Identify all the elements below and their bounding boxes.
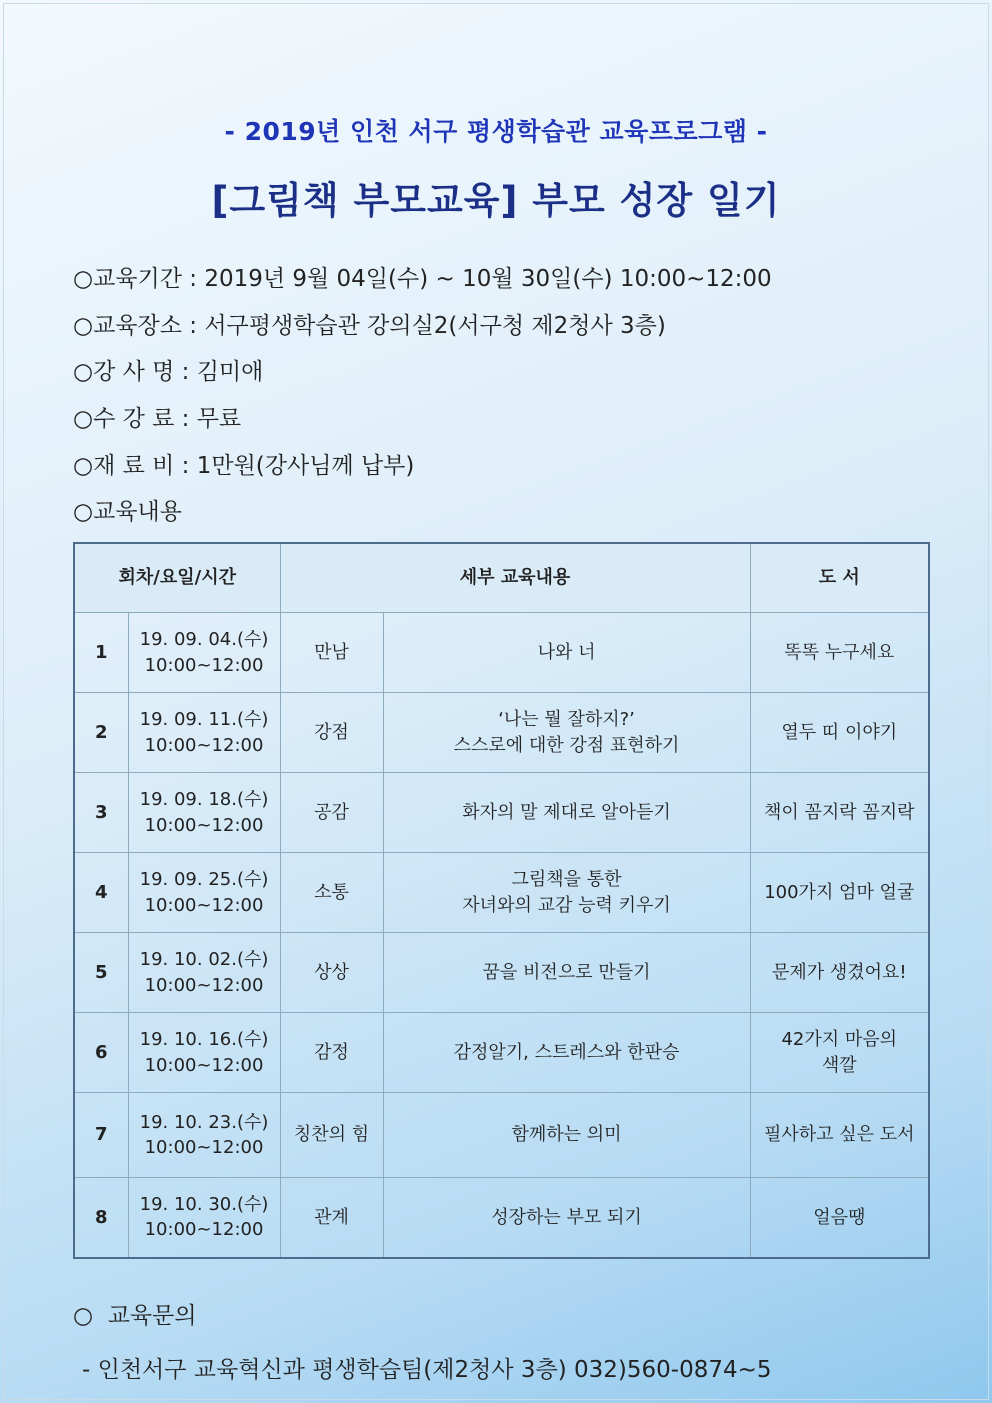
book-line: 열두 띠 이야기 <box>781 721 898 743</box>
session-detail <box>383 1178 750 1258</box>
session-time: 10:00~12:00 <box>144 1137 264 1158</box>
info-label: ○수 강 료 : <box>73 406 197 432</box>
session-date: 19. 09. 18.(수) <box>139 789 269 811</box>
session-detail <box>383 693 750 773</box>
info-label: ○교육내용 <box>73 499 182 525</box>
session-number: 6 <box>74 1013 128 1093</box>
info-material-cost <box>73 447 414 480</box>
table-row <box>74 1013 929 1093</box>
session-time: 10:00~12:00 <box>144 894 264 916</box>
book-line: 42가지 마음의 <box>781 1029 898 1051</box>
detail-line: ‘나는 뭘 잘하지?’ <box>498 709 635 731</box>
info-label: ○재 료 비 : <box>73 453 197 479</box>
session-datetime <box>128 693 280 773</box>
info-value: 1만원(강사님께 납부) <box>196 453 415 479</box>
session-datetime <box>128 1013 280 1093</box>
program-subtitle: - 2019년 인천 서구 평생학습관 교육프로그램 - <box>224 117 768 146</box>
session-topic: 만남 <box>280 613 383 693</box>
session-detail <box>383 1013 750 1093</box>
inquiry-contact: - 인천서구 교육혁신과 평생학습팀(제2청사 3층) 032)560-0874~5 <box>82 1357 772 1383</box>
info-value: 2019년 9월 04일(수) ~ 10월 30일(수) 10:00~12:00 <box>204 266 772 292</box>
session-number: 7 <box>74 1093 128 1178</box>
session-book <box>750 933 929 1013</box>
detail-line: 나와 너 <box>537 641 596 663</box>
table-row <box>74 933 929 1013</box>
session-topic: 소통 <box>280 853 383 933</box>
info-content-heading <box>73 493 182 526</box>
session-topic: 관계 <box>280 1178 383 1258</box>
session-topic: 공감 <box>280 773 383 853</box>
table-row <box>74 1178 929 1258</box>
table-row <box>74 613 929 693</box>
session-date: 19. 10. 23.(수) <box>139 1111 269 1133</box>
info-fee <box>73 400 241 433</box>
detail-line: 스스로에 대한 강점 표현하기 <box>453 734 680 756</box>
session-time: 10:00~12:00 <box>144 654 264 676</box>
session-date: 19. 10. 16.(수) <box>139 1029 269 1051</box>
session-number: 3 <box>74 773 128 853</box>
session-date: 19. 10. 30.(수) <box>139 1194 269 1216</box>
info-value: 김미애 <box>196 359 264 385</box>
session-time: 10:00~12:00 <box>144 974 264 996</box>
info-period <box>73 260 772 293</box>
detail-line: 꿈을 비전으로 만들기 <box>482 961 651 983</box>
info-label: ○강 사 명 : <box>73 359 197 385</box>
book-line: 색깔 <box>821 1054 857 1076</box>
table-row <box>74 773 929 853</box>
session-detail <box>383 933 750 1013</box>
session-book <box>750 853 929 933</box>
detail-line: 그림책을 통한 <box>511 869 622 891</box>
session-datetime <box>128 1178 280 1258</box>
header-book: 도 서 <box>750 543 929 613</box>
session-number: 5 <box>74 933 128 1013</box>
session-topic: 상상 <box>280 933 383 1013</box>
session-detail <box>383 1093 750 1178</box>
info-label: ○교육장소 : <box>73 313 205 339</box>
session-number: 2 <box>74 693 128 773</box>
book-line: 문제가 생겼어요! <box>771 961 907 983</box>
session-datetime <box>128 1093 280 1178</box>
detail-line: 자녀와의 교감 능력 키우기 <box>462 894 671 916</box>
book-line: 100가지 엄마 얼굴 <box>764 881 915 903</box>
session-book <box>750 1013 929 1093</box>
session-datetime <box>128 933 280 1013</box>
detail-line: 성장하는 부모 되기 <box>491 1206 642 1228</box>
session-datetime <box>128 853 280 933</box>
session-detail <box>383 853 750 933</box>
session-number: 4 <box>74 853 128 933</box>
session-datetime <box>128 773 280 853</box>
session-date: 19. 09. 11.(수) <box>139 709 269 731</box>
schedule-table <box>73 542 930 1259</box>
header-session: 회차/요일/시간 <box>74 543 280 613</box>
session-book <box>750 1093 929 1178</box>
info-label: ○교육기간 : <box>73 266 205 292</box>
session-topic: 칭찬의 힘 <box>280 1093 383 1178</box>
session-date: 19. 09. 04.(수) <box>139 629 269 651</box>
session-detail <box>383 773 750 853</box>
session-number: 1 <box>74 613 128 693</box>
info-value: 서구평생학습관 강의실2(서구청 제2청사 3층) <box>204 313 666 339</box>
book-line: 얼음땡 <box>813 1206 866 1228</box>
session-datetime <box>128 613 280 693</box>
book-line: 책이 꼼지락 꼼지락 <box>764 801 915 823</box>
info-location <box>73 307 666 340</box>
session-book <box>750 1178 929 1258</box>
session-time: 10:00~12:00 <box>144 814 264 836</box>
session-time: 10:00~12:00 <box>144 734 264 756</box>
info-instructor <box>73 353 263 386</box>
session-topic: 강점 <box>280 693 383 773</box>
info-value: 무료 <box>196 406 242 432</box>
session-book <box>750 613 929 693</box>
session-topic: 감정 <box>280 1013 383 1093</box>
inquiry-heading: ○ 교육문의 <box>73 1303 197 1329</box>
session-book <box>750 773 929 853</box>
table-row <box>74 1093 929 1178</box>
header-detail: 세부 교육내용 <box>280 543 750 613</box>
session-date: 19. 09. 25.(수) <box>139 869 269 891</box>
table-header-row <box>74 543 929 613</box>
book-line: 필사하고 싶은 도서 <box>764 1124 915 1146</box>
detail-line: 함께하는 의미 <box>511 1124 622 1146</box>
table-row <box>74 693 929 773</box>
book-line: 똑똑 누구세요 <box>784 641 895 663</box>
page-title: [그림책 부모교육] 부모 성장 일기 <box>211 179 781 222</box>
table-row <box>74 853 929 933</box>
session-time: 10:00~12:00 <box>144 1054 264 1076</box>
session-date: 19. 10. 02.(수) <box>139 949 269 971</box>
session-number: 8 <box>74 1178 128 1258</box>
session-book <box>750 693 929 773</box>
detail-line: 감정알기, 스트레스와 한판승 <box>453 1041 680 1063</box>
detail-line: 화자의 말 제대로 알아듣기 <box>462 801 671 823</box>
session-detail <box>383 613 750 693</box>
session-time: 10:00~12:00 <box>144 1219 264 1241</box>
